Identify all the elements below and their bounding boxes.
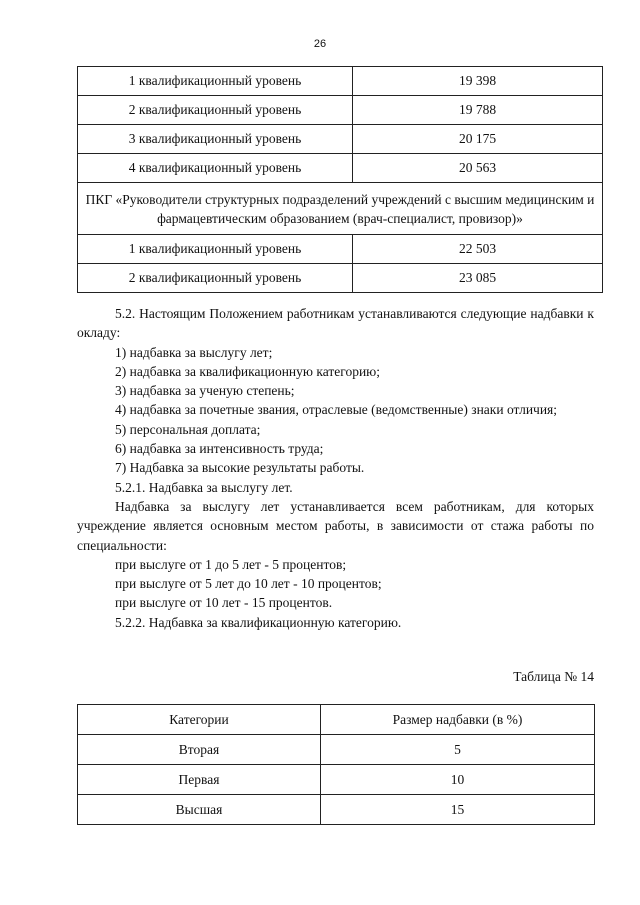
amount-cell: 20 175	[353, 125, 603, 154]
intro-paragraph: 5.2. Настоящим Положением работникам устанавливаются следующие надбавки к окладу:	[77, 306, 594, 341]
table-caption: Таблица № 14	[513, 669, 594, 684]
group-title-cell: ПКГ «Руководители структурных подразделений учреждений с высшим медицинским и фармацевтическим образованием (врач-специалист, провизор)»	[78, 183, 603, 235]
table-row	[78, 765, 595, 795]
subsection-heading: 5.2.2. Надбавка за квалификационную категорию.	[115, 614, 402, 630]
list-item: 4) надбавка за почетные звания, отраслевые (ведомственные) знаки отличия;	[115, 402, 558, 418]
level-cell: 2 квалификационный уровень	[78, 264, 353, 293]
table-group-row	[78, 183, 603, 235]
list-item: при выслуге от 10 лет - 15 процентов.	[115, 595, 333, 611]
table-row	[78, 96, 603, 125]
list-item: 5) персональная доплата;	[115, 421, 261, 437]
list-item: при выслуге от 1 до 5 лет - 5 процентов;	[115, 556, 347, 572]
list-item: 2) надбавка за квалификационную категорию;	[115, 363, 381, 379]
table-row	[78, 125, 603, 154]
level-cell: 3 квалификационный уровень	[78, 125, 353, 154]
amount-cell: 22 503	[353, 235, 603, 264]
table-row	[78, 67, 603, 96]
salary-table	[77, 66, 603, 293]
column-header: Размер надбавки (в %)	[321, 705, 595, 735]
category-cell: Первая	[78, 765, 321, 795]
column-header: Категории	[78, 705, 321, 735]
table-row	[78, 235, 603, 264]
category-table	[77, 704, 595, 825]
category-cell: Высшая	[78, 795, 321, 825]
level-cell: 1 квалификационный уровень	[78, 235, 353, 264]
table-row	[78, 735, 595, 765]
list-item: 3) надбавка за ученую степень;	[115, 383, 295, 399]
list-item: 7) Надбавка за высокие результаты работы.	[115, 460, 365, 476]
body-text	[77, 304, 594, 632]
amount-cell: 23 085	[353, 264, 603, 293]
table-header-row	[78, 705, 595, 735]
amount-cell: 19 788	[353, 96, 603, 125]
amount-cell: 20 563	[353, 154, 603, 183]
table-row	[78, 154, 603, 183]
size-cell: 5	[321, 735, 595, 765]
size-cell: 10	[321, 765, 595, 795]
page-number: 26	[313, 38, 327, 50]
subsection-heading: 5.2.1. Надбавка за выслугу лет.	[115, 479, 293, 495]
list-item: 1) надбавка за выслугу лет;	[115, 344, 273, 360]
seniority-paragraph: Надбавка за выслугу лет устанавливается всем работникам, для которых учреждение является основным местом работы, в зависимости от стажа работы по специальности:	[77, 498, 594, 553]
list-item: 6) надбавка за интенсивность труда;	[115, 441, 324, 457]
list-item: при выслуге от 5 лет до 10 лет - 10 процентов;	[115, 576, 382, 592]
size-cell: 15	[321, 795, 595, 825]
level-cell: 4 квалификационный уровень	[78, 154, 353, 183]
amount-cell: 19 398	[353, 67, 603, 96]
category-cell: Вторая	[78, 735, 321, 765]
table-row	[78, 795, 595, 825]
table-row	[78, 264, 603, 293]
level-cell: 1 квалификационный уровень	[78, 67, 353, 96]
level-cell: 2 квалификационный уровень	[78, 96, 353, 125]
